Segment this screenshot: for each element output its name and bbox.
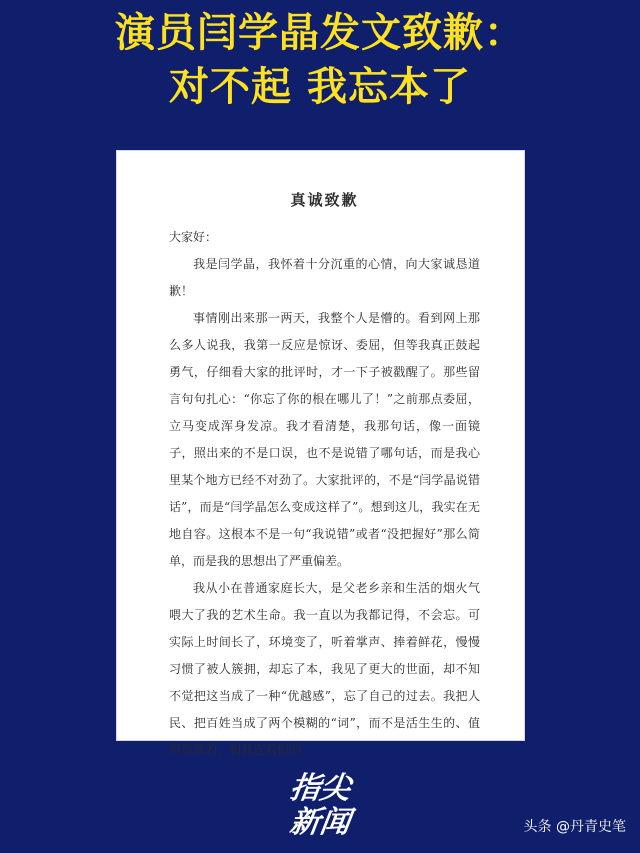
letter-paragraph: 事情刚出来那一两天，我整个人是懵的。看到网上那么多人说我，我第一反应是惊讶、委屈，但等我真正鼓起勇气，仔细看大家的批评时，才一下子被戳醒了。那些留言句句扎心：“你忘了你的根在哪儿了！”之前那点委屈，立马变成浑身发凉。我才看清楚，我那句话，像一面镜子，照出来的不是口误，也不是说错了哪句话，而是我心里某个地方已经不对劲了。大家批评的，不是“闫学晶说错话”，而是“闫学晶怎么变成这样了”。想到这儿，我实在无地自容。这根本不是一句“我说错”或者“没把握好”那么简单，而是我的思想出了严重偏差。 xyxy=(169,311,480,568)
headline xyxy=(0,6,640,114)
brand-logo xyxy=(270,772,370,852)
headline-line-1: 演员闫学晶发文致歉： xyxy=(115,10,525,56)
letter-paragraph: 我从小在普通家庭长大，是父老乡亲和生活的烟火气喂大了我的艺术生命。我一直以为我都记得，不会忘。可实际上时间长了，环境变了，听着掌声、捧着鲜花，慢慢习惯了被人簇拥，却忘了本，我见了更大的世面，却不知不觉把这当成了一种“优越感”，忘了自己的过去。我把人民、把百姓当成了两个模糊的“词”，而不是活生生的、值得尊敬的、和我连着根的 xyxy=(169,581,480,757)
apology-letter-image xyxy=(117,151,524,757)
source-credit: 头条 @丹青史笔 xyxy=(523,819,626,835)
letter-greeting: 大家好： xyxy=(169,230,218,244)
brand-logo-line-1: 指尖 xyxy=(287,771,353,806)
letter-title: 真诚致歉 xyxy=(290,191,359,209)
brand-logo-line-2: 新闻 xyxy=(287,805,353,840)
letter-paragraph: 我是闫学晶，我怀着十分沉重的心情，向大家诚恳道歉！ xyxy=(169,257,480,298)
headline-line-2: 对不起 我忘本了 xyxy=(169,64,471,110)
